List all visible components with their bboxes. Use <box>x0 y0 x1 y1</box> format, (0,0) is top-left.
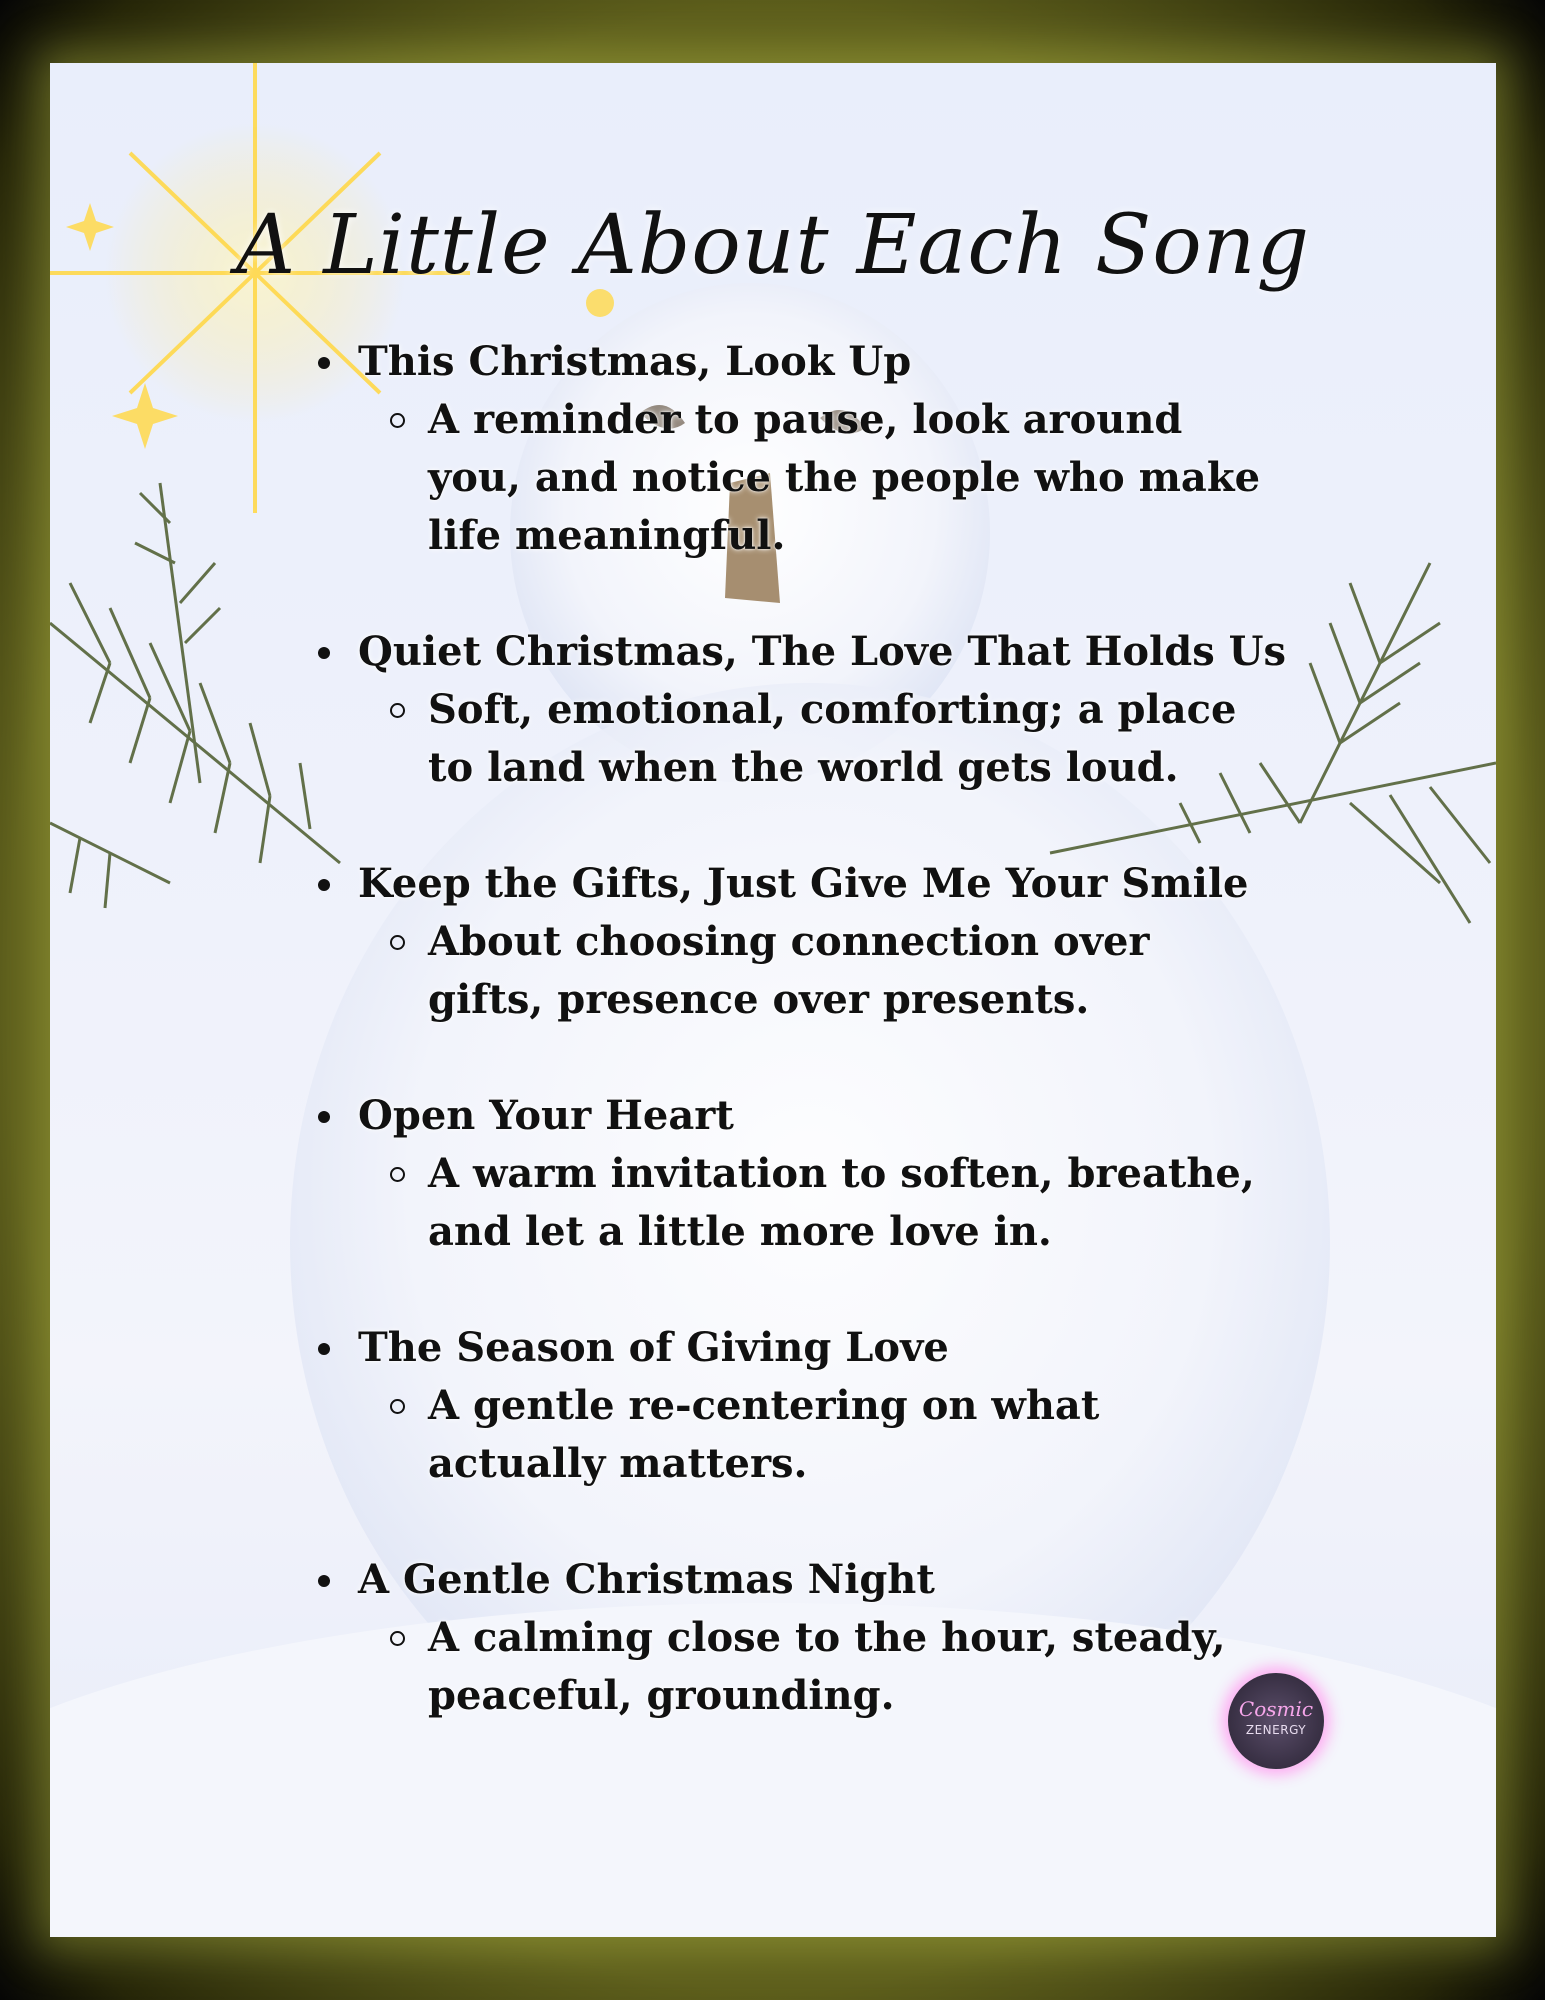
song-description-row <box>428 1145 1268 1261</box>
hollow-bullet-icon <box>390 1167 405 1182</box>
song-list <box>310 333 1310 1783</box>
song-title-row <box>310 623 1310 681</box>
song-item <box>310 1087 1310 1261</box>
song-title-row <box>310 333 1310 391</box>
song-item <box>310 1551 1310 1725</box>
song-item <box>310 855 1310 1029</box>
song-description-row <box>428 1609 1268 1725</box>
logo-line2: ZENERGY <box>1245 1723 1307 1737</box>
hollow-bullet-icon <box>390 1631 405 1646</box>
song-description: Soft, emotional, comforting; a place to land when the world gets loud. <box>428 686 1237 791</box>
song-title-row <box>310 1551 1310 1609</box>
song-description-row <box>428 913 1268 1029</box>
document-page <box>50 63 1496 1937</box>
song-title: The Season of Giving Love <box>358 1324 949 1371</box>
song-item <box>310 1319 1310 1493</box>
flower-icon <box>586 289 614 317</box>
bullet-icon <box>318 879 330 891</box>
bullet-icon <box>318 647 330 659</box>
hollow-bullet-icon <box>390 703 405 718</box>
bullet-icon <box>318 1343 330 1355</box>
song-description: A warm invitation to soften, breathe, and let a little more love in. <box>428 1150 1255 1255</box>
song-title: Open Your Heart <box>358 1092 734 1139</box>
bullet-icon <box>318 357 330 369</box>
song-item <box>310 333 1310 565</box>
song-title: Quiet Christmas, The Love That Holds Us <box>358 628 1287 675</box>
song-title-row <box>310 855 1310 913</box>
hollow-bullet-icon <box>390 935 405 950</box>
bullet-icon <box>318 1575 330 1587</box>
hollow-bullet-icon <box>390 413 405 428</box>
page-title: A Little About Each Song <box>236 198 1310 293</box>
cosmic-zenergy-logo <box>1228 1673 1324 1769</box>
left-pine-branch <box>50 483 340 908</box>
song-item <box>310 623 1310 797</box>
song-title-row <box>310 1319 1310 1377</box>
song-description: About choosing connection over gifts, presence over presents. <box>428 918 1150 1023</box>
song-title-row <box>310 1087 1310 1145</box>
logo-line1: Cosmic <box>1238 1697 1314 1721</box>
song-title: A Gentle Christmas Night <box>358 1556 935 1603</box>
song-description-row <box>428 391 1268 565</box>
song-description: A reminder to pause, look around you, and notice the people who make life meaningful. <box>428 396 1261 559</box>
song-title: This Christmas, Look Up <box>358 338 912 385</box>
song-title: Keep the Gifts, Just Give Me Your Smile <box>358 860 1249 907</box>
song-description: A calming close to the hour, steady, peaceful, grounding. <box>428 1614 1226 1719</box>
bullet-icon <box>318 1111 330 1123</box>
song-description-row <box>428 1377 1268 1493</box>
song-description: A gentle re-centering on what actually matters. <box>428 1382 1100 1487</box>
song-description-row <box>428 681 1268 797</box>
hollow-bullet-icon <box>390 1399 405 1414</box>
